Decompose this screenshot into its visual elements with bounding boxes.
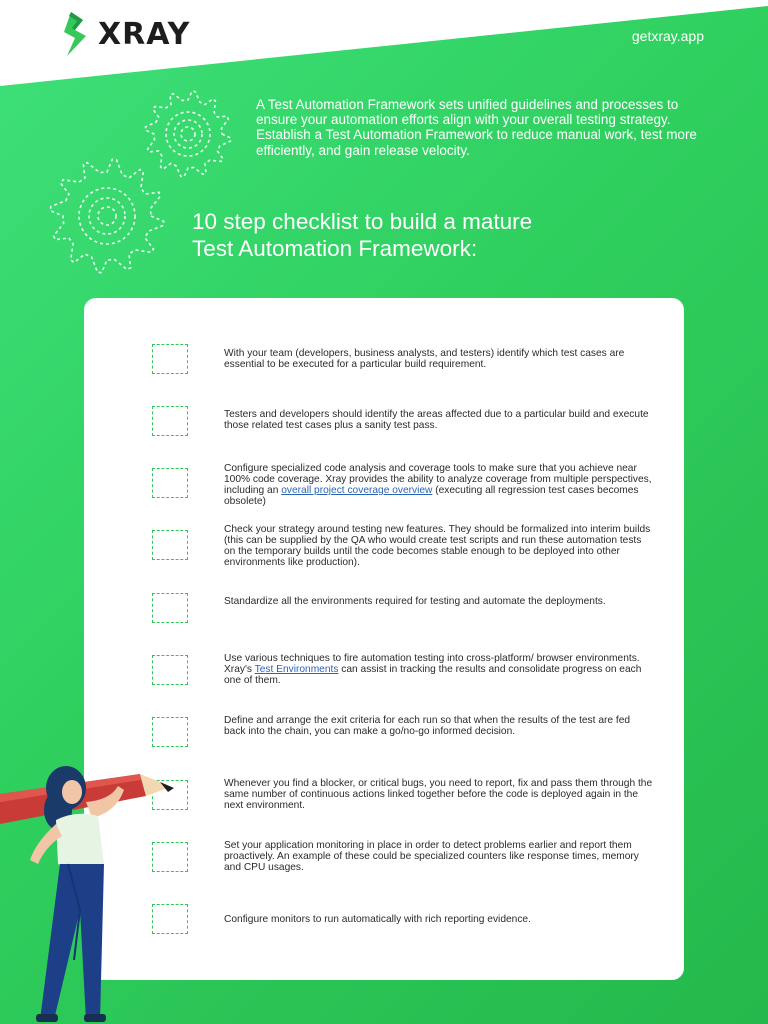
- brand-name: XRAY: [98, 16, 191, 52]
- coverage-overview-link[interactable]: overall project coverage overview: [281, 485, 433, 496]
- item-text: Whenever you find a blocker, or critical bugs, you need to report, fix and pass them through the same number of continuous actions linked together before the code is deployed again in the next environment.: [224, 778, 653, 811]
- logo[interactable]: [62, 10, 190, 58]
- intro-paragraph-2: Establish a Test Automation Framework to reduce manual work, test more efficiently, and gain release velocity.: [256, 127, 697, 158]
- item-text: Define and arrange the exit criteria for each run so that when the results of the test are fed back into the chain, you can make a go/no-go informed decision.: [224, 715, 631, 737]
- checkbox[interactable]: [152, 344, 188, 374]
- gear-outline: [50, 159, 163, 272]
- page-title: [192, 208, 712, 262]
- checkbox[interactable]: [152, 468, 188, 498]
- item-text: Configure monitors to run automatically with rich reporting evidence.: [224, 914, 531, 925]
- item-text: Set your application monitoring in place in order to detect problems earlier and report them proactively. An example of these could be specialized counters like response times, memory and CPU usages.: [224, 840, 639, 873]
- woman-with-pencil-illustration: [0, 760, 180, 1024]
- lightning-icon: [62, 10, 92, 58]
- item-text: Standardize all the environments required for testing and automate the deployments.: [224, 596, 606, 607]
- title-line-1: 10 step checklist to build a mature: [192, 209, 533, 234]
- item-text: With your team (developers, business analysts, and testers) identify which test cases are essential to be executed for a particular build requirement.: [224, 348, 625, 370]
- checkbox[interactable]: [152, 406, 188, 436]
- site-url[interactable]: getxray.app: [631, 28, 704, 44]
- checkbox[interactable]: [152, 530, 188, 560]
- test-environments-link[interactable]: Test Environments: [254, 664, 339, 675]
- checkbox[interactable]: [152, 655, 188, 685]
- item-text: [224, 653, 654, 686]
- title-line-2: Test Automation Framework:: [192, 236, 478, 261]
- item-text-part: (executing all regression test cases becomes obsolete): [224, 485, 639, 507]
- item-text: Check your strategy around testing new features. They should be formalized into interim builds (this can be supplied by the QA who would create test scripts and run these automation tests on the temporary builds until the code becomes stable enough to be deployed into other environments like production).: [224, 524, 651, 568]
- item-text-part: can assist in tracking the results and consolidate progress on each one of them.: [224, 664, 642, 686]
- item-text-part: Use various techniques to fire automation testing into cross-platform/ browser environments. Xray's: [224, 653, 640, 675]
- intro-text: [256, 97, 706, 158]
- checkbox[interactable]: [152, 717, 188, 747]
- item-text-part: Configure specialized code analysis and coverage tools to make sure that you achieve near 100% code coverage. Xray provides the ability to analyze coverage from multiple perspectives, including an: [224, 463, 652, 496]
- intro-paragraph-1: A Test Automation Framework sets unified guidelines and processes to ensure your automation efforts align with your overall testing strategy.: [256, 97, 679, 128]
- item-text: [224, 463, 654, 507]
- checkbox[interactable]: [152, 593, 188, 623]
- gear-icon-large: [40, 154, 176, 278]
- item-text: Testers and developers should identify the areas affected due to a particular build and execute those related test cases plus a sanity test pass.: [224, 409, 649, 431]
